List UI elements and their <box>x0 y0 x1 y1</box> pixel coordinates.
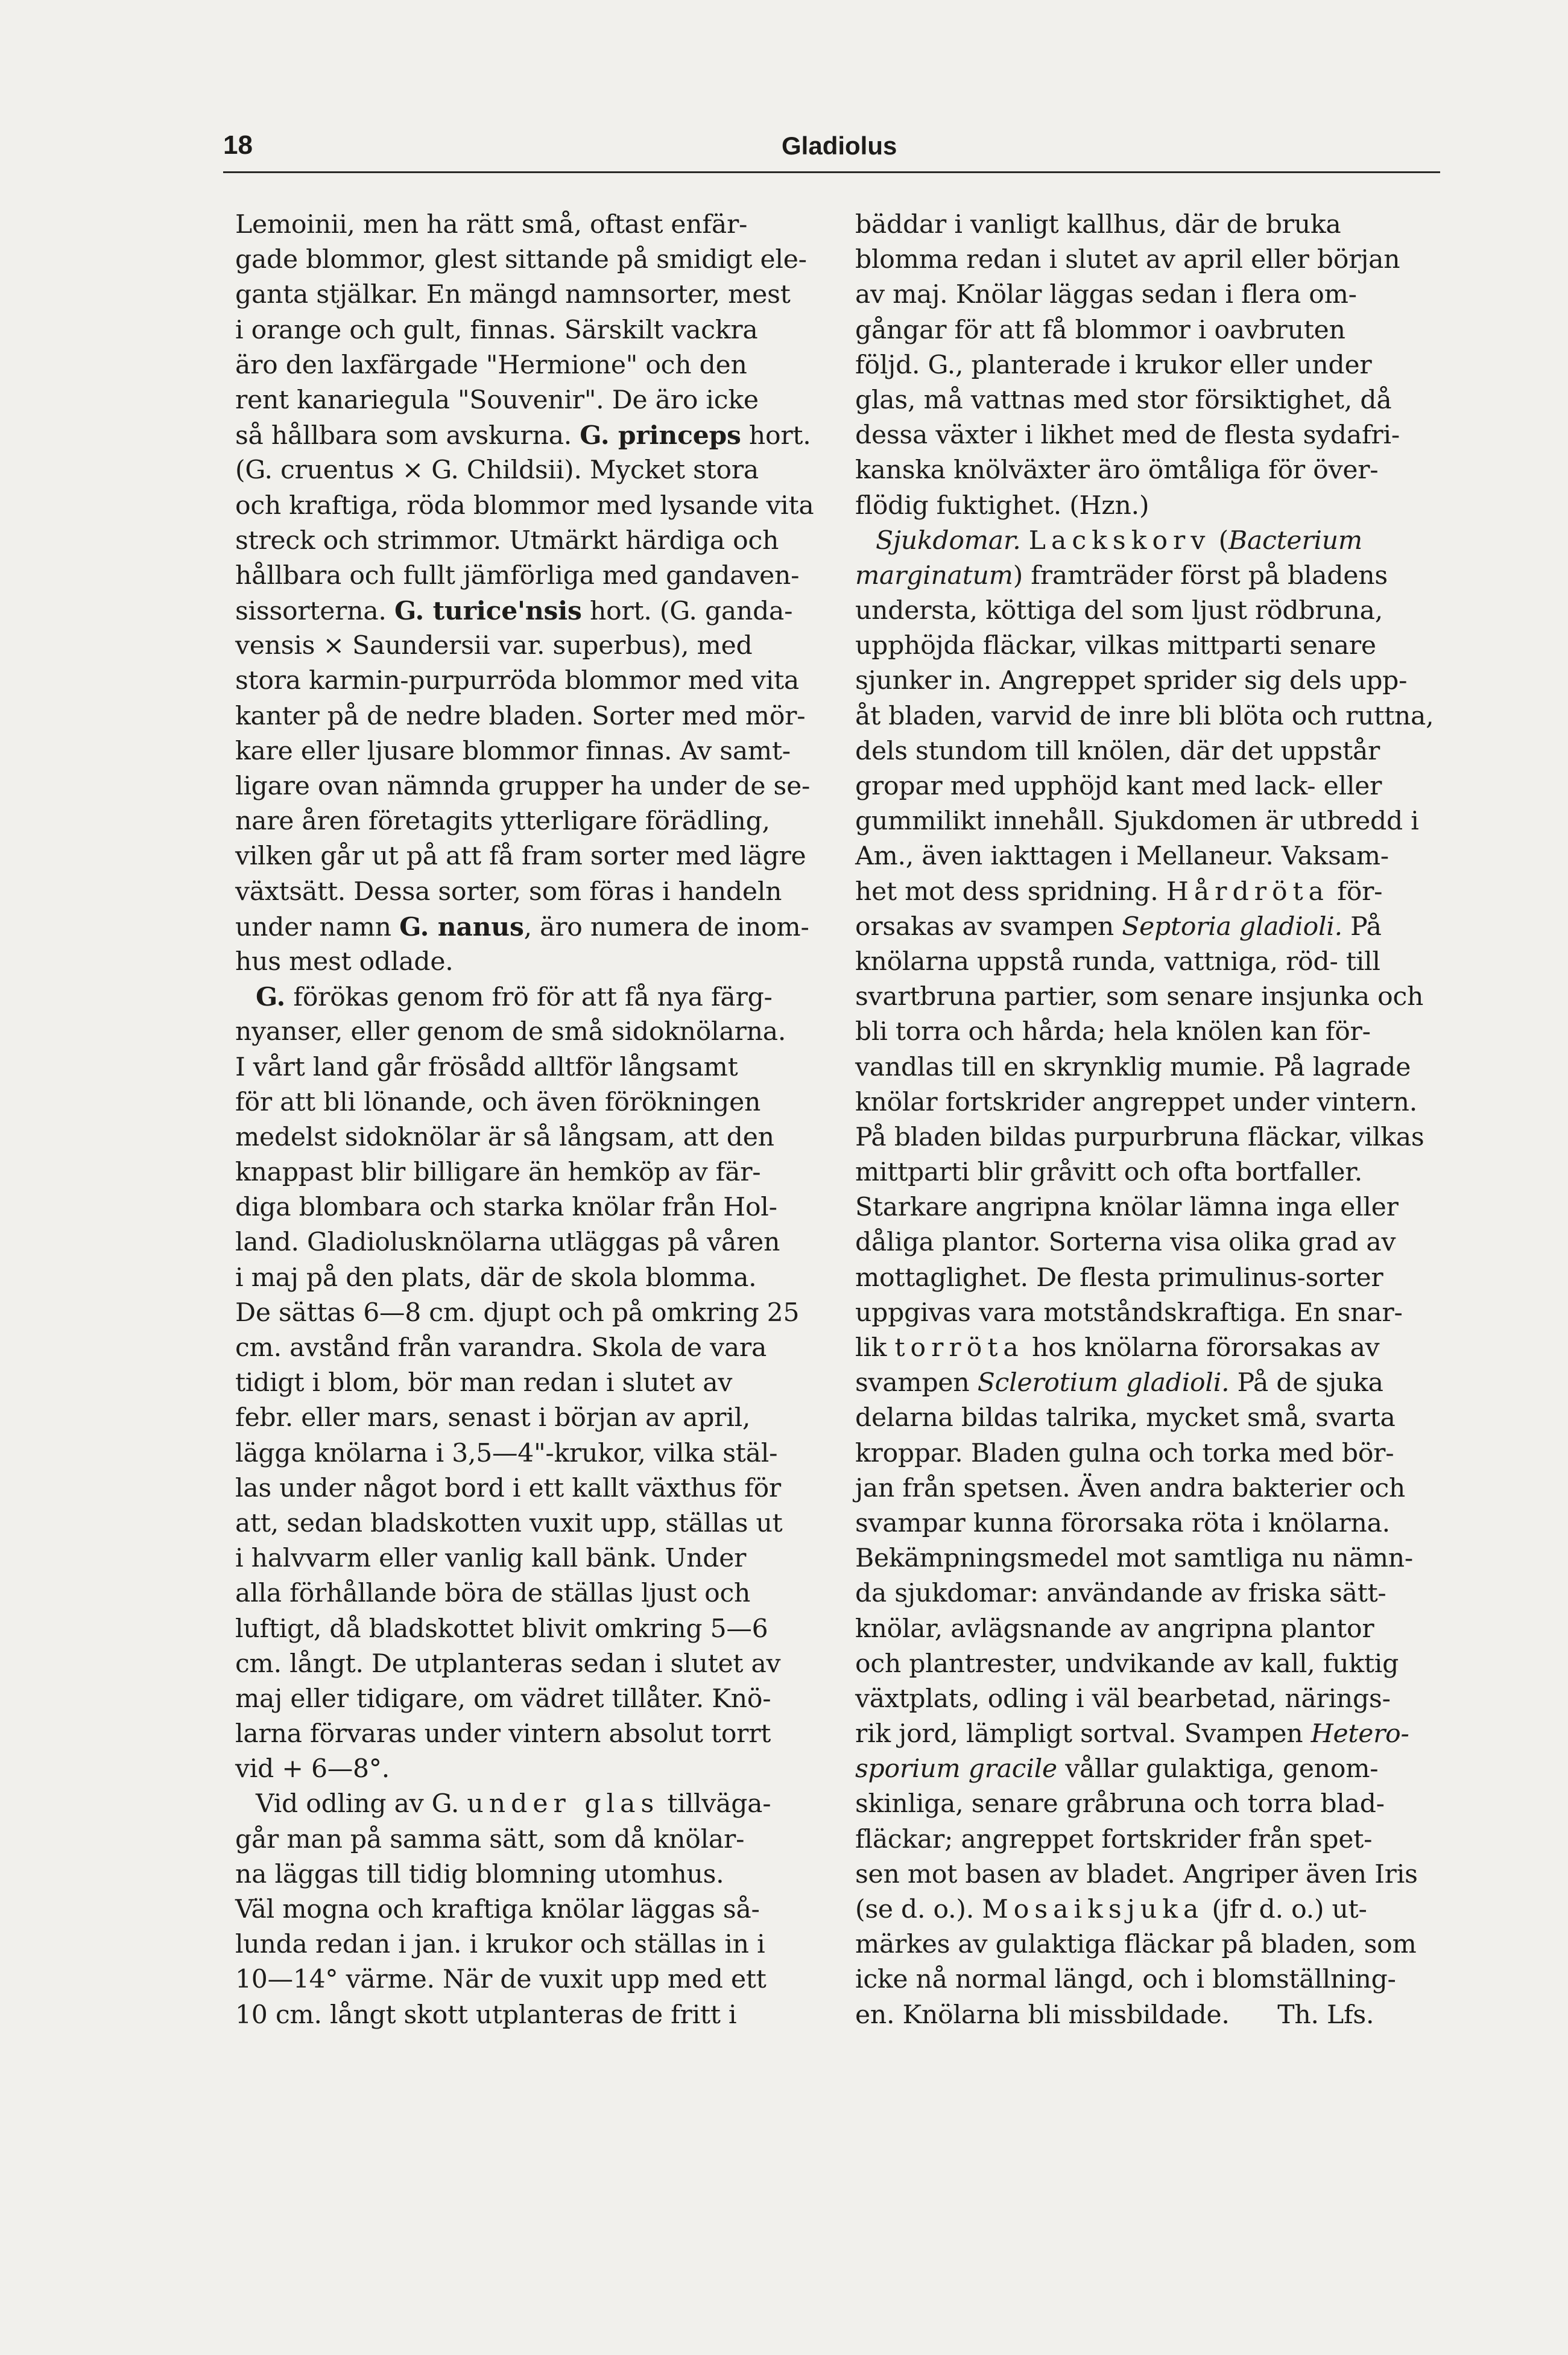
text-line: uppgivas vara motståndskraftiga. En snar- <box>855 1298 1403 1328</box>
text-line: streck och strimmor. Utmärkt härdiga och <box>235 525 779 556</box>
text-line: kanter på de nedre bladen. Sorter med mör- <box>235 701 806 731</box>
text-line: upphöjda fläckar, vilkas mittparti senare <box>855 631 1376 661</box>
text-line: att, sedan bladskotten vuxit upp, ställas ut <box>235 1508 783 1538</box>
text-line: cm. långt. De utplanteras sedan i slutet av <box>235 1649 781 1679</box>
header-rule <box>223 171 1440 173</box>
text-line: flödig fuktighet. (Hzn.) <box>855 490 1149 521</box>
text-line: dåliga plantor. Sorterna visa olika grad av <box>855 1228 1396 1258</box>
text-line: växtsätt. Dessa sorter, som föras i handeln <box>235 876 782 907</box>
text-line: ligare ovan nämnda grupper ha under de se- <box>235 772 811 801</box>
text-line: vensis × Saundersii var. superbus), med <box>235 631 753 661</box>
text-line: Am., även iakttagen i Mellaneur. Vaksam- <box>855 842 1389 872</box>
text-line: las under något bord i ett kallt växthus för <box>235 1473 781 1503</box>
text-line: äro den laxfärgade "Hermione" och den <box>235 350 747 380</box>
text-line: alla förhållande böra de ställas ljust och <box>235 1579 751 1609</box>
text-line: diga blombara och starka knölar från Hol- <box>235 1193 777 1223</box>
text-line: Lemoinii, men ha rätt små, oftast enfär- <box>235 210 748 239</box>
text-line: svartbruna partier, som senare insjunka och <box>855 982 1424 1012</box>
text-line: vilken går ut på att få fram sorter med lägre <box>235 842 806 872</box>
text-line: och kraftiga, röda blommor med lysande vita <box>235 490 814 521</box>
text-line: blomma redan i slutet av april eller början <box>855 245 1400 275</box>
text-line: kanska knölväxter äro ömtåliga för över- <box>855 455 1379 486</box>
text-line: lägga knölarna i 3,5—4"-krukor, vilka stäl- <box>235 1438 778 1468</box>
text-line: På bladen bildas purpurbruna fläckar, vilkas <box>855 1122 1424 1152</box>
page-number: 18 <box>223 130 253 160</box>
text-line: och plantrester, undvikande av kall, fuktig <box>855 1649 1399 1679</box>
text-line: G. förökas genom frö för att få nya färg- <box>256 982 773 1013</box>
text-line: vandlas till en skrynklig mumie. På lagrade <box>855 1052 1411 1082</box>
text-line: kroppar. Bladen gulna och torka med bör- <box>855 1438 1394 1468</box>
text-line: en. Knölarna bli missbildade. Th. Lfs. <box>855 2000 1374 2030</box>
text-line: 10 cm. långt skott utplanteras de fritt i <box>235 2000 737 2030</box>
text-line: luftigt, då bladskottet blivit omkring 5—6 <box>235 1614 768 1644</box>
text-line: går man på samma sätt, som då knölar- <box>235 1824 745 1854</box>
right-text-column <box>855 208 1434 2033</box>
text-line: så hållbara som avskurna. G. princeps hort. <box>235 420 811 451</box>
text-line: växtplats, odling i väl bearbetad, närings- <box>855 1684 1391 1714</box>
text-line: jan från spetsen. Även andra bakterier och <box>855 1473 1406 1503</box>
text-line: icke nå normal längd, och i blomställning- <box>855 1965 1396 1995</box>
text-line: mittparti blir gråvitt och ofta bortfaller. <box>855 1158 1362 1188</box>
text-line: Väl mogna och kraftiga knölar läggas så- <box>235 1895 760 1924</box>
text-line: cm. avstånd från varandra. Skola de vara <box>235 1333 767 1363</box>
text-line: glas, må vattnas med stor försiktighet, då <box>855 385 1392 415</box>
text-line: (se d. o.). Mosaiksjuka (jfr d. o.) ut- <box>855 1895 1367 1924</box>
text-line: lunda redan i jan. i krukor och ställas in i <box>235 1930 765 1960</box>
text-line: delarna bildas talrika, mycket små, svarta <box>855 1403 1396 1433</box>
text-line: fläckar; angreppet fortskrider från spet- <box>855 1824 1373 1854</box>
text-line: i maj på den plats, där de skola blomma. <box>235 1263 757 1293</box>
text-line: åt bladen, varvid de inre bli blöta och ruttna, <box>855 701 1434 731</box>
text-line: nare åren företagits ytterligare förädling, <box>235 807 770 837</box>
text-line: knappast blir billigare än hemköp av fär- <box>235 1158 761 1188</box>
text-line: bli torra och hårda; hela knölen kan för- <box>855 1017 1371 1047</box>
text-line: mottaglighet. De flesta primulinus-sorter <box>855 1263 1383 1293</box>
text-line: orsakas av svampen Septoria gladioli. På <box>855 911 1382 942</box>
text-line: land. Gladiolusknölarna utläggas på våren <box>235 1228 780 1258</box>
text-line: nyanser, eller genom de små sidoknölarna. <box>235 1017 786 1047</box>
text-line: i orange och gult, finnas. Särskilt vackra <box>235 315 758 345</box>
text-line: för att bli lönande, och även förökningen <box>235 1087 761 1117</box>
text-line: skinliga, senare gråbruna och torra blad- <box>855 1789 1385 1819</box>
text-line: av maj. Knölar läggas sedan i flera om- <box>855 280 1357 310</box>
text-line: kare eller ljusare blommor finnas. Av samt- <box>235 736 791 766</box>
text-line: sporium gracile vållar gulaktiga, genom- <box>855 1754 1379 1784</box>
text-line: knölarna uppstå runda, vattniga, röd- till <box>855 946 1380 977</box>
text-line: i halvvarm eller vanlig kall bänk. Under <box>235 1544 747 1574</box>
text-line: märkes av gulaktiga fläckar på bladen, som <box>855 1930 1417 1960</box>
text-line: sissorterna. G. turice'nsis hort. (G. ganda- <box>235 596 793 627</box>
text-line: De sättas 6—8 cm. djupt och på omkring 25 <box>235 1298 800 1328</box>
text-line: maj eller tidigare, om vädret tillåter. Knö- <box>235 1684 771 1714</box>
text-line: (G. cruentus × G. Childsii). Mycket stora <box>235 455 759 486</box>
text-line: sjunker in. Angreppet sprider sig dels upp- <box>855 666 1408 696</box>
left-text-column <box>235 208 814 2033</box>
text-line: na läggas till tidig blomning utomhus. <box>235 1859 724 1889</box>
text-line: vid + 6—8°. <box>235 1754 390 1784</box>
text-line: svampen Sclerotium gladioli. På de sjuka <box>855 1368 1383 1398</box>
text-line: da sjukdomar: användande av friska sätt- <box>855 1579 1386 1609</box>
text-line: tidigt i blom, bör man redan i slutet av <box>235 1368 733 1398</box>
text-line: gropar med upphöjd kant med lack- eller <box>855 772 1382 801</box>
text-line: hus mest odlade. <box>235 946 454 977</box>
text-line: svampar kunna förorsaka röta i knölarna. <box>855 1508 1390 1538</box>
text-line: sen mot basen av bladet. Angriper även Iris <box>855 1859 1418 1889</box>
text-line: marginatum) framträder först på bladens <box>855 560 1388 591</box>
text-line: Vid odling av G. under glas tillväga- <box>256 1789 771 1819</box>
text-line: larna förvaras under vintern absolut torrt <box>235 1719 771 1749</box>
text-line: rik jord, lämpligt sortval. Svampen Hetero- <box>855 1719 1409 1749</box>
text-line: gångar för att få blommor i oavbruten <box>855 315 1345 345</box>
text-line: febr. eller mars, senast i början av april, <box>235 1403 751 1433</box>
text-line: knölar, avlägsnande av angripna plantor <box>855 1614 1374 1644</box>
text-line: gummilikt innehåll. Sjukdomen är utbredd i <box>855 807 1419 837</box>
text-line: rent kanariegula "Souvenir". De äro icke <box>235 385 759 415</box>
text-line: lik torröta hos knölarna förorsakas av <box>855 1333 1380 1363</box>
text-line: knölar fortskrider angreppet under vintern. <box>855 1087 1417 1117</box>
text-line: hållbara och fullt jämförliga med gandaven- <box>235 560 800 591</box>
text-line: Bekämpningsmedel mot samtliga nu nämn- <box>855 1544 1413 1574</box>
text-line: het mot dess spridning. Hårdröta för- <box>855 876 1383 907</box>
text-line: stora karmin-purpurröda blommor med vita <box>235 666 800 696</box>
text-line: medelst sidoknölar är så långsam, att den <box>235 1122 774 1152</box>
text-line: dessa växter i likhet med de flesta sydafri- <box>855 420 1400 451</box>
text-line: bäddar i vanligt kallhus, där de bruka <box>855 210 1341 239</box>
running-title: Gladiolus <box>782 132 897 160</box>
text-line: Sjukdomar. Lackskorv (Bacterium <box>876 525 1362 556</box>
text-line: under namn G. nanus, äro numera de inom- <box>235 911 809 942</box>
text-line: 10—14° värme. När de vuxit upp med ett <box>235 1965 767 1995</box>
text-line: Starkare angripna knölar lämna inga eller <box>855 1193 1399 1223</box>
text-line: följd. G., planterade i krukor eller under <box>855 350 1372 380</box>
text-line: I vårt land går frösådd alltför långsamt <box>235 1052 738 1082</box>
text-line: dels stundom till knölen, där det uppstår <box>855 736 1380 766</box>
text-line: understa, köttiga del som ljust rödbruna, <box>855 596 1383 626</box>
text-line: gade blommor, glest sittande på smidigt ele- <box>235 245 807 275</box>
text-line: ganta stjälkar. En mängd namnsorter, mest <box>235 280 791 310</box>
